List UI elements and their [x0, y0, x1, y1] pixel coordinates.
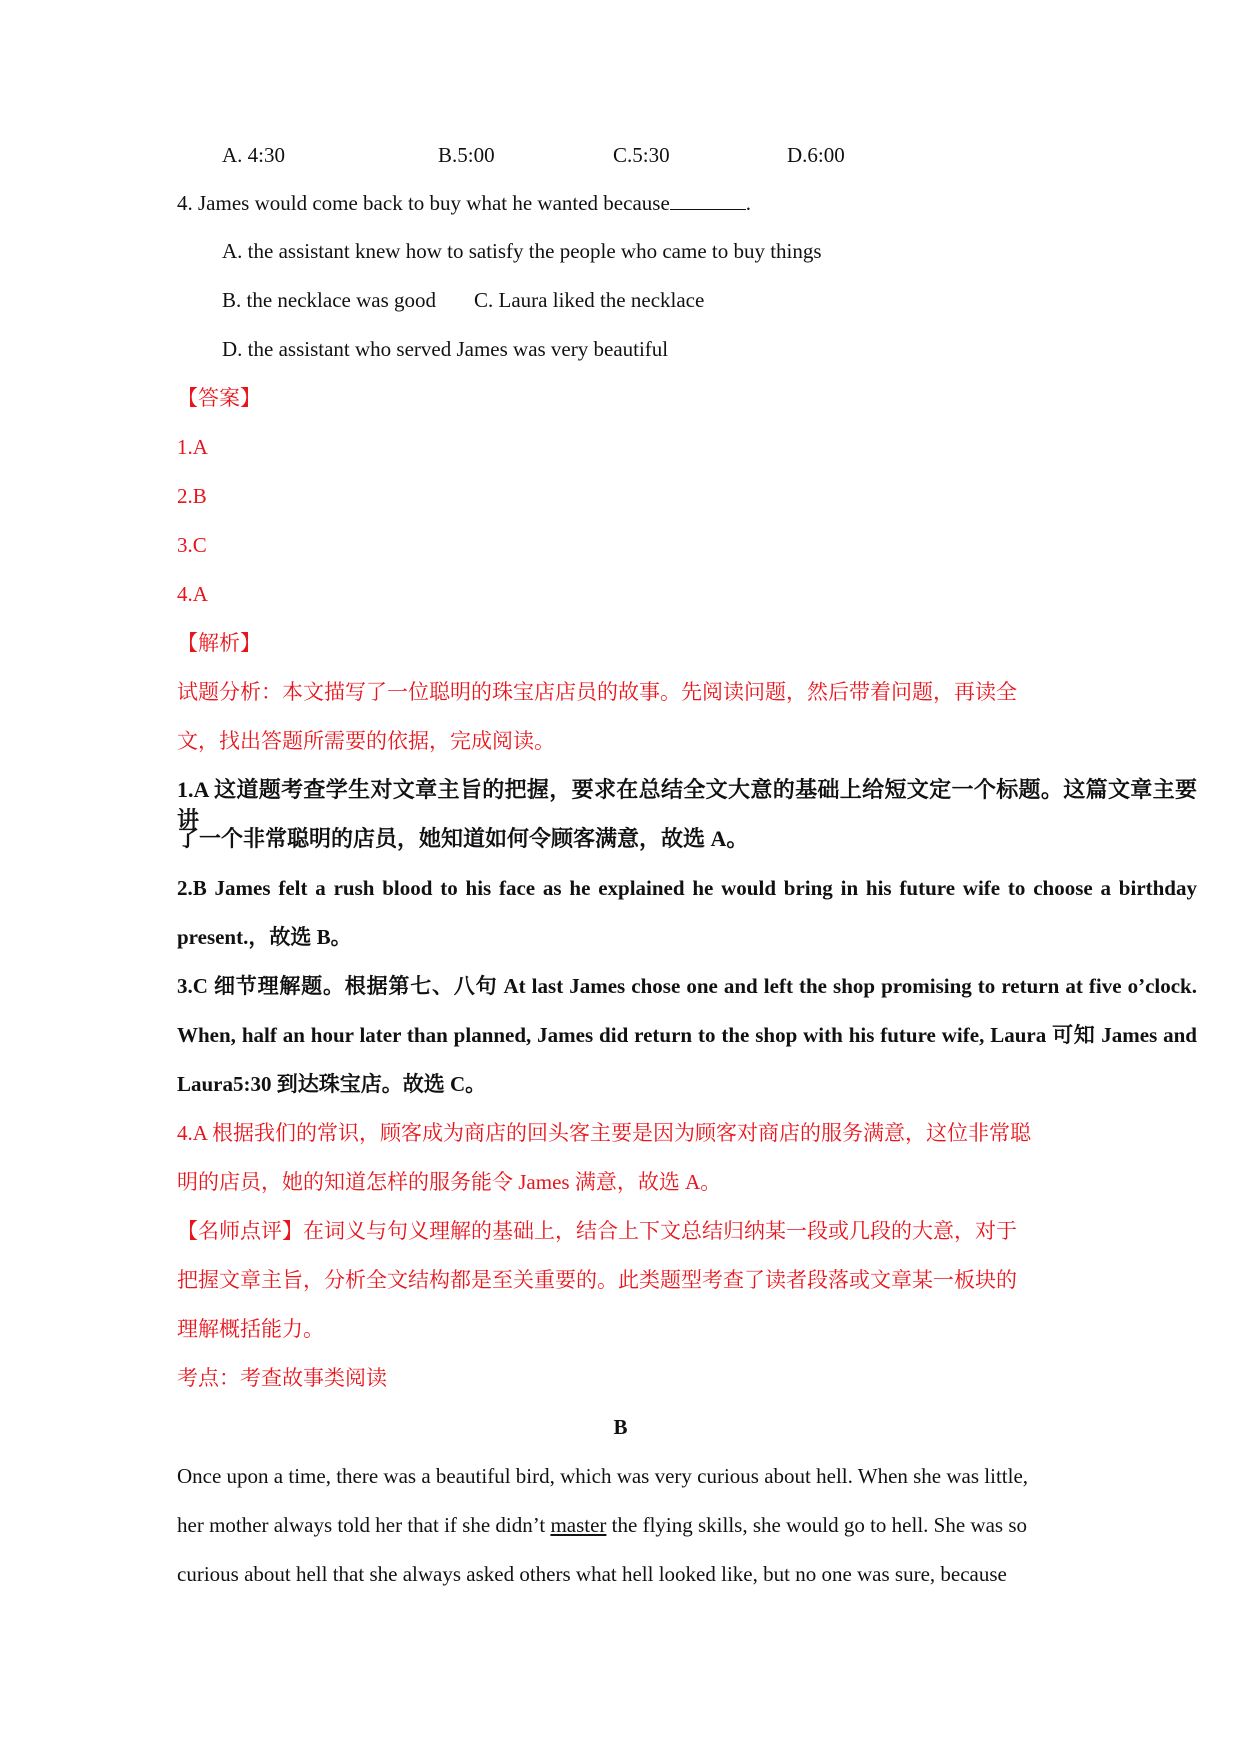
answer-blank — [670, 191, 746, 210]
answer-item-1: 1.A — [177, 435, 208, 459]
comment-line-2: 把握文章主旨，分析全文结构都是至关重要的。此类题型考查了读者段落或文章某一板块的 — [177, 1268, 1017, 1292]
q4-option-c: C. Laura liked the necklace — [474, 288, 705, 312]
answer-item-2: 2.B — [177, 484, 207, 508]
comment-line-1: 【名师点评】在词义与句义理解的基础上，结合上下文总结归纳某一段或几段的大意，对于 — [177, 1219, 1017, 1243]
analysis-q2-line-1: 2.B James felt a rush blood to his face as he explained he would bring in his future wife to choose a birthday — [177, 876, 1197, 900]
underlined-word: master — [550, 1513, 607, 1537]
q4-stem-end: . — [745, 191, 752, 215]
analysis-q1-line-1: 1.A 这道题考查学生对文章主旨的把握，要求在总结全文大意的基础上给短文定一个标题。这篇文章主要讲 — [177, 777, 1197, 832]
analysis-intro-line-2: 文，找出答题所需要的依据，完成阅读。 — [177, 729, 555, 753]
q4-option-d: D. the assistant who served James was very beautiful — [222, 337, 669, 361]
answer-item-3: 3.C — [177, 533, 207, 557]
comment-line-3: 理解概括能力。 — [177, 1317, 324, 1341]
section-b-line-2 — [177, 1510, 1027, 1540]
q4-option-a: A. the assistant knew how to satisfy the people who came to buy things — [222, 239, 822, 263]
section-b-line-2-pre: her mother always told her that if she didn’t — [177, 1513, 551, 1537]
q4-stem-text: 4. James would come back to buy what he wanted because — [177, 191, 670, 215]
kaodian-line: 考点：考查故事类阅读 — [177, 1366, 387, 1390]
q3-option-b: B.5:00 — [438, 143, 495, 167]
analysis-heading: 【解析】 — [177, 631, 261, 655]
analysis-q4-line-2: 明的店员，她的知道怎样的服务能令 James 满意，故选 A。 — [177, 1170, 722, 1194]
q3-option-d: D.6:00 — [787, 143, 845, 167]
analysis-q4-line-1: 4.A 根据我们的常识，顾客成为商店的回头客主要是因为顾客对商店的服务满意，这位非常聪 — [177, 1121, 1032, 1145]
q3-option-a: A. 4:30 — [222, 143, 285, 167]
section-b-title: B — [613, 1415, 628, 1439]
q3-option-c: C.5:30 — [613, 143, 670, 167]
analysis-intro-line-1: 试题分析：本文描写了一位聪明的珠宝店店员的故事。先阅读问题，然后带着问题，再读全 — [177, 680, 1017, 704]
q4-option-b: B. the necklace was good — [222, 288, 437, 312]
answer-item-4: 4.A — [177, 582, 208, 606]
q4-stem — [177, 188, 751, 218]
q4-option-bc — [222, 285, 704, 315]
analysis-q3-line-3: Laura5:30 到达珠宝店。故选 C。 — [177, 1072, 487, 1096]
section-b-line-3: curious about hell that she always asked others what hell looked like, but no one was sure, because — [177, 1562, 1007, 1586]
analysis-q3-line-1: 3.C 细节理解题。根据第七、八句 At last James chose one and left the shop promising to return at five o’clock. — [177, 974, 1197, 998]
section-b-line-1: Once upon a time, there was a beautiful bird, which was very curious about hell. When she was little, — [177, 1464, 1029, 1488]
analysis-q2-line-2: present.，故选 B。 — [177, 925, 352, 949]
analysis-q1-line-2: 了一个非常聪明的店员，她知道如何令顾客满意，故选 A。 — [177, 826, 749, 851]
section-b-line-2-post: the flying skills, she would go to hell. She was so — [606, 1513, 1027, 1537]
answer-heading: 【答案】 — [177, 386, 261, 410]
analysis-q3-line-2: When, half an hour later than planned, James did return to the shop with his future wife, Laura 可知 James and — [177, 1023, 1197, 1047]
